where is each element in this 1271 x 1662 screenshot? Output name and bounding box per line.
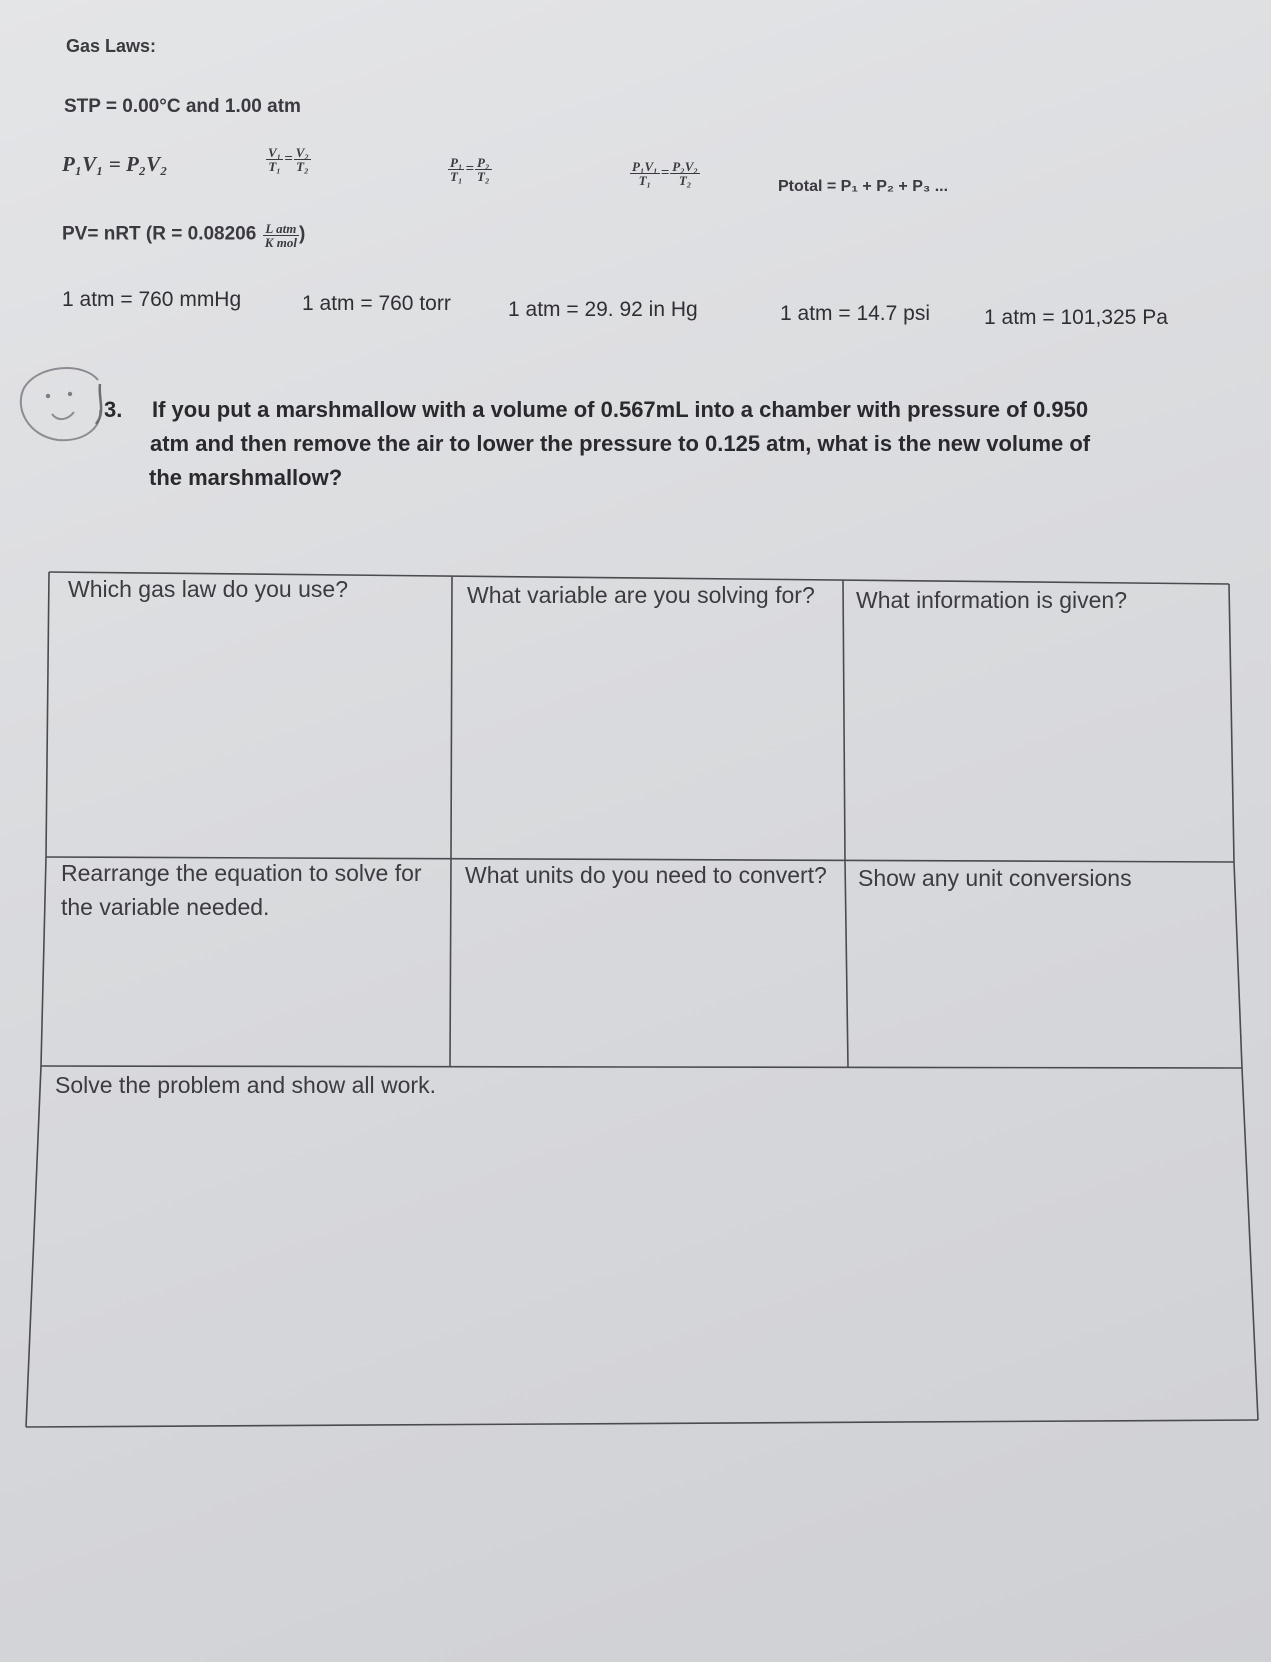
problem-line-2: atm and then remove the air to lower the pressure to 0.125 atm, what is the new volume of <box>150 431 1091 456</box>
combined-den-left: T₁ <box>638 173 652 188</box>
ideal-gas-text: PV= nRT (R = 0.08206 <box>62 223 257 245</box>
gay-lussac-den-right: T₂ <box>477 169 490 184</box>
cell-units-to-convert: What units do you need to convert? <box>465 862 827 888</box>
conversion-psi: 1 atm = 14.7 psi <box>780 302 931 325</box>
cell-variable-solving-for: What variable are you solving for? <box>467 582 815 608</box>
charles-num-right: V₂ <box>295 145 309 160</box>
problem-number: 3. <box>104 397 123 422</box>
boyles-law-formula: P₁V₁ = P₂V₂ <box>62 152 168 176</box>
cell-rearrange-equation: Rearrange the equation to solve for the variable needed. <box>61 860 422 920</box>
cell-unit-conversions: Show any unit conversions <box>858 865 1132 891</box>
ideal-gas-close: ) <box>298 223 306 245</box>
problem-line-3: the marshmallow? <box>149 465 343 490</box>
charles-den-right: T₂ <box>296 159 309 174</box>
cell-solve-problem: Solve the problem and show all work. <box>55 1072 436 1098</box>
charles-num-left: V₁ <box>268 145 282 160</box>
cell-information-given: What information is given? <box>856 587 1128 613</box>
stp-definition: STP = 0.00°C and 1.00 atm <box>64 96 301 117</box>
gay-lussac-den-left: T₁ <box>450 169 463 184</box>
conversion-mmhg: 1 atm = 760 mmHg <box>62 288 242 311</box>
conversion-pa: 1 atm = 101,325 Pa <box>984 306 1168 329</box>
conversion-inhg: 1 atm = 29. 92 in Hg <box>508 298 698 321</box>
charles-law-formula: $\frac{\text{V₁}}{\text{T₁}}$ = $\frac{\text{V₂}}{\text{T₂}}$ <box>268 145 309 174</box>
r-units-numerator: L atm <box>263 222 299 236</box>
combined-gas-law-formula: $\frac{\text{P₁V₁}}{\text{T₁}}$ = $\frac{\text{P₂V₂}}{\text{T₂}}$ <box>632 159 698 188</box>
charles-den-left: T₁ <box>268 159 281 174</box>
worksheet-title: Gas Laws: <box>66 36 157 56</box>
daltons-law-formula: Ptotal = P₁ + P₂ + P₃ ... <box>778 178 949 195</box>
r-units-denominator: K mol <box>264 235 297 250</box>
combined-den-right: T₂ <box>678 173 692 188</box>
gay-lussac-law-formula: $\frac{\text{P₁}}{\text{T₁}}$ = $\frac{\text{P₂}}{\text{T₂}}$ <box>450 155 490 184</box>
problem-line-1: If you put a marshmallow with a volume of 0.567mL into a chamber with pressure of 0.950 <box>152 397 1089 422</box>
gay-lussac-num-right: P₂ <box>477 155 490 170</box>
gay-lussac-num-left: P₁ <box>450 155 463 170</box>
cell-which-gas-law: Which gas law do you use? <box>68 576 348 602</box>
combined-num-right: P₂V₂ <box>672 159 698 174</box>
conversion-torr: 1 atm = 760 torr <box>302 292 451 315</box>
combined-num-left: P₁V₁ <box>632 159 658 174</box>
